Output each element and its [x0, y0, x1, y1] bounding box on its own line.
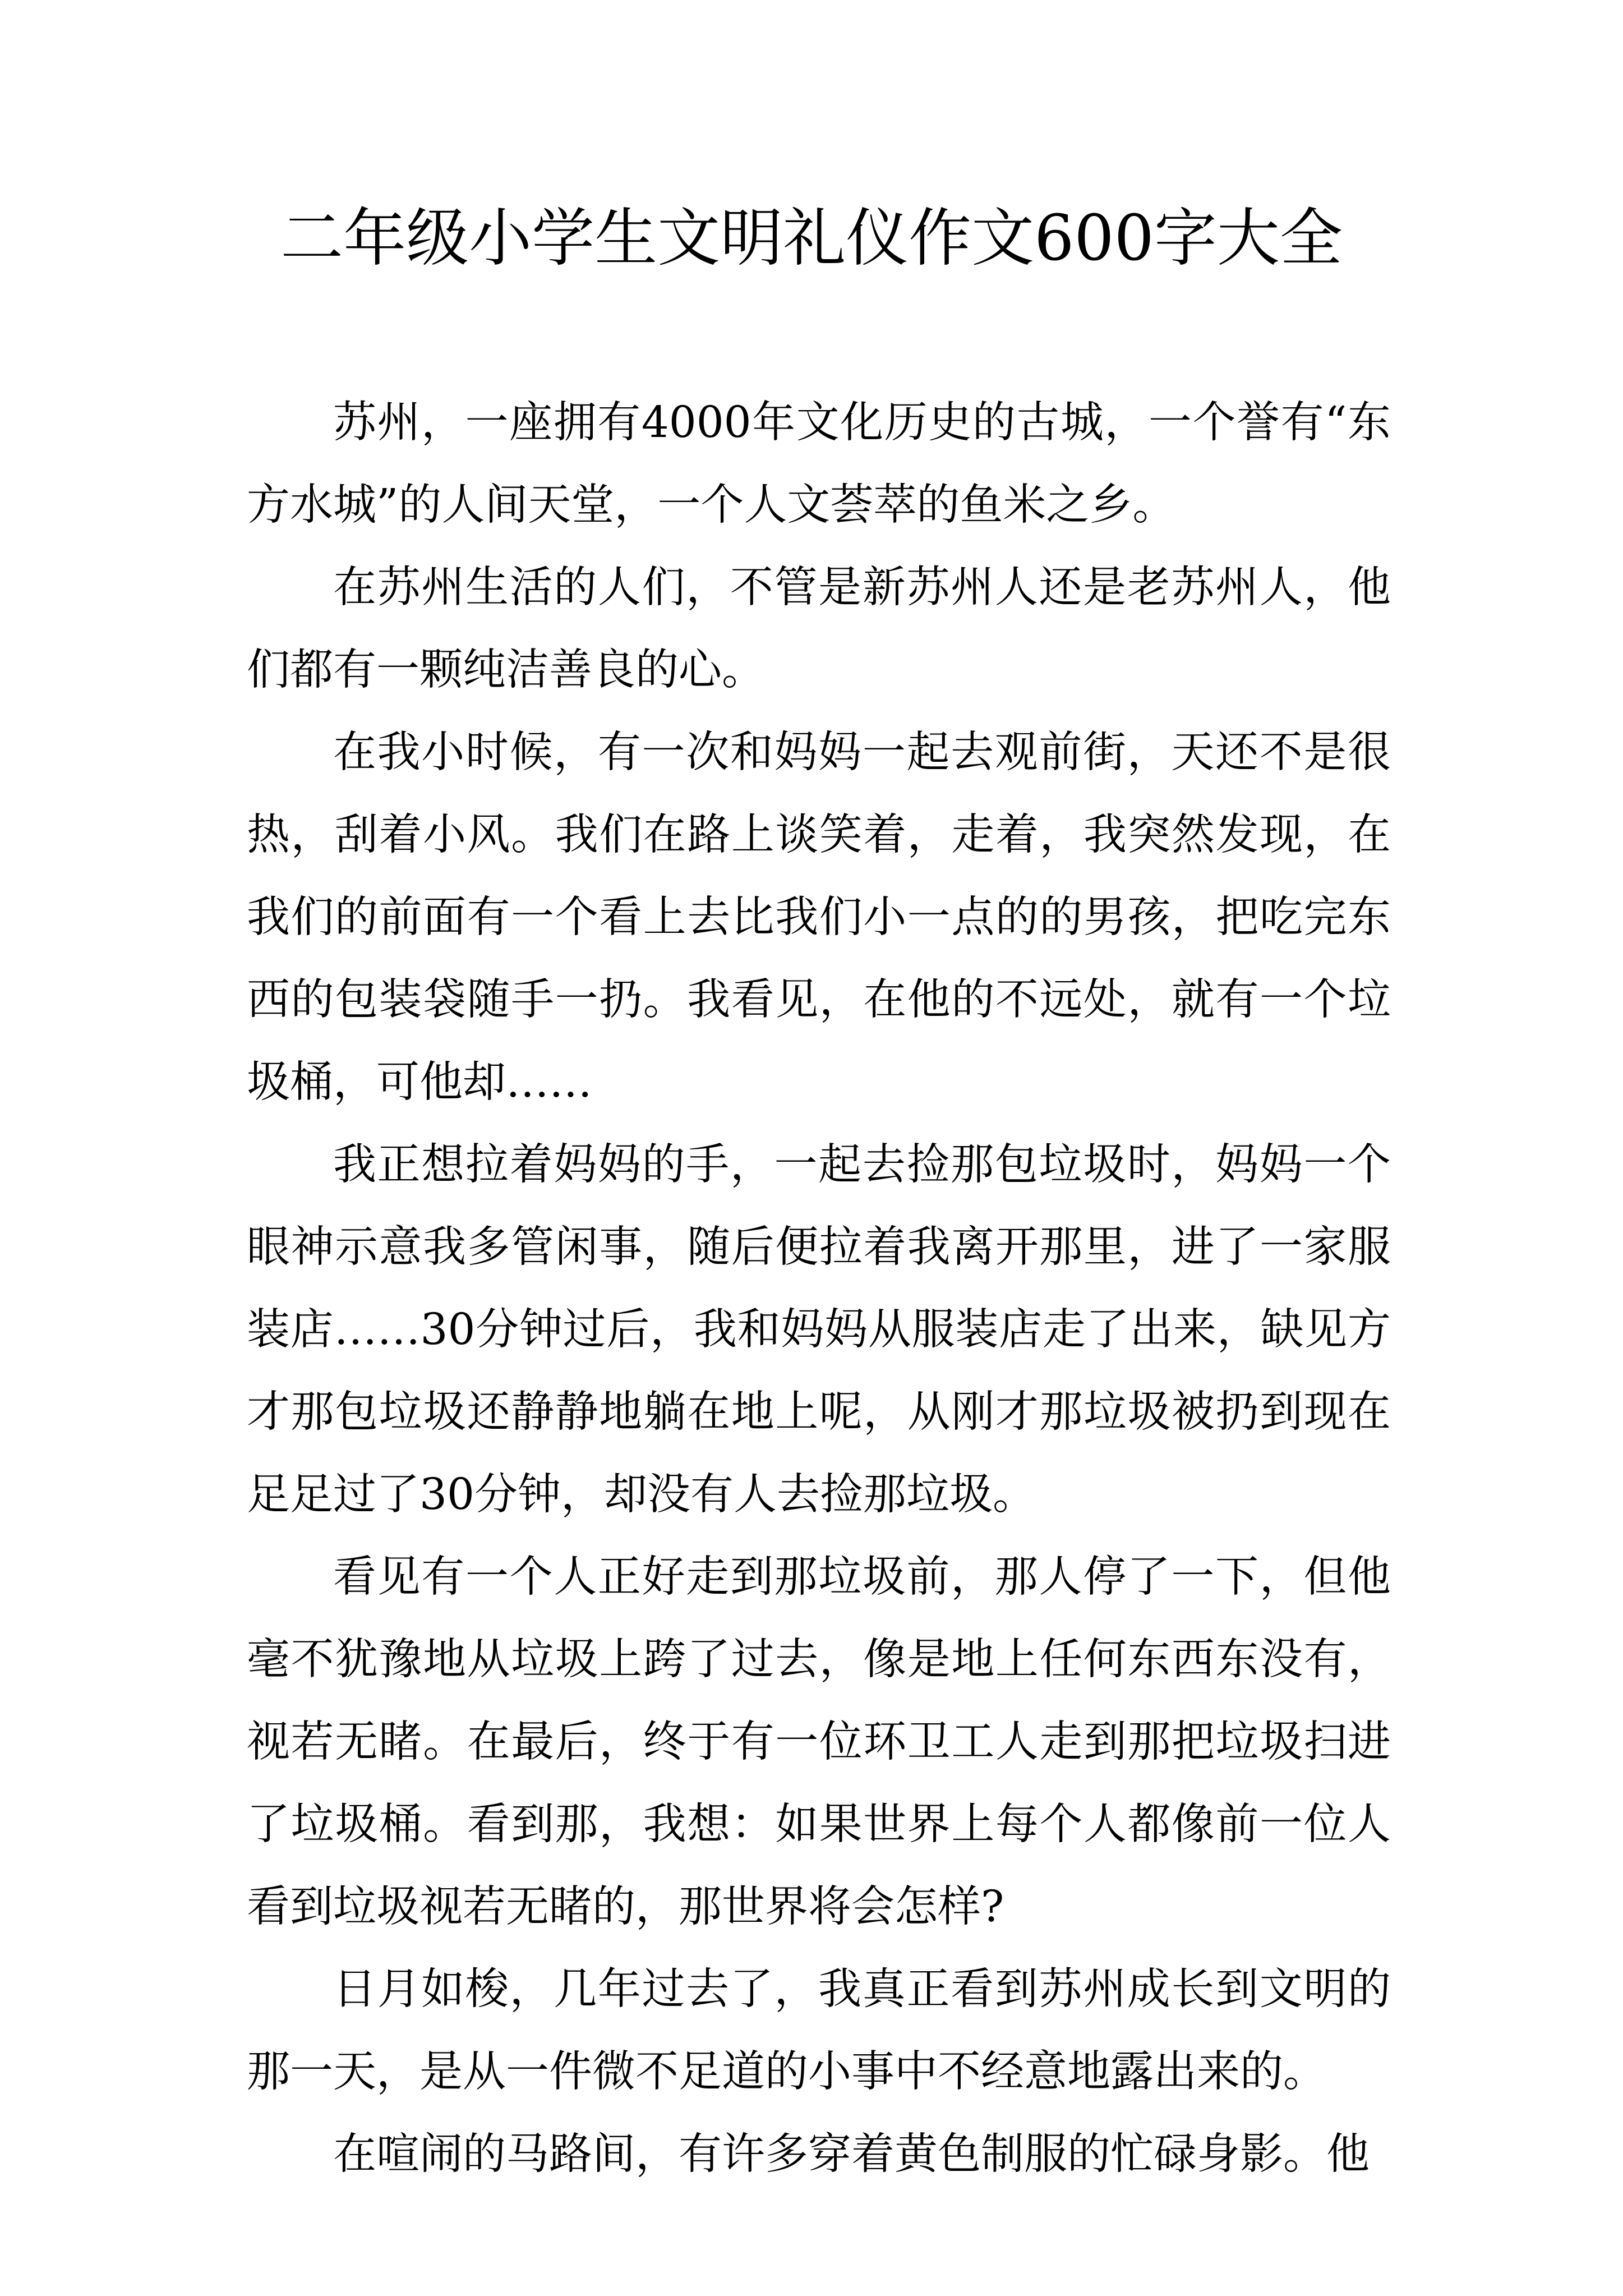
document-body — [247, 381, 1391, 2196]
paragraph: 我正想拉着妈妈的手，一起去捡那包垃圾时，妈妈一个眼神示意我多管闲事，随后便拉着我离开那里，进了一家服装店……30分钟过后，我和妈妈从服装店走了出来，缺见方才那包垃圾还静静地躺在地上呢，从刚才那垃圾被扔到现在足足过了30分钟，却没有人去捡那垃圾。 — [247, 1140, 1391, 1520]
paragraph: 在苏州生活的人们，不管是新苏州人还是老苏州人，他们都有一颗纯洁善良的心。 — [247, 563, 1391, 695]
paragraph: 苏州，一座拥有4000年文化历史的古城，一个誉有“东方水城”的人间天堂，一个人文荟萃的鱼米之乡。 — [247, 398, 1391, 530]
paragraph: 在喧闹的马路间，有许多穿着黄色制服的忙碌身影。他 — [333, 2129, 1370, 2179]
paragraph: 日月如梭，几年过去了，我真正看到苏州成长到文明的那一天，是从一件微不足道的小事中不经意地露出来的。 — [247, 1964, 1391, 2097]
document-title: 二年级小学生文明礼仪作文600字大全 — [280, 202, 1343, 275]
paragraph: 在我小时候，有一次和妈妈一起去观前街，天还不是很热，刮着小风。我们在路上谈笑着，走着，我突然发现，在我们的前面有一个看上去比我们小一点的的男孩，把吃完东西的包装袋随手一扔。我看见，在他的不远处，就有一个垃圾桶，可他却…… — [247, 728, 1391, 1107]
paragraph: 看见有一个人正好走到那垃圾前，那人停了一下，但他毫不犹豫地从垃圾上跨了过去，像是地上任何东西东没有，视若无睹。在最后，终于有一位环卫工人走到那把垃圾扫进了垃圾桶。看到那，我想：如果世界上每个人都像前一位人看到垃圾视若无睹的，那世界将会怎样? — [247, 1552, 1391, 1932]
